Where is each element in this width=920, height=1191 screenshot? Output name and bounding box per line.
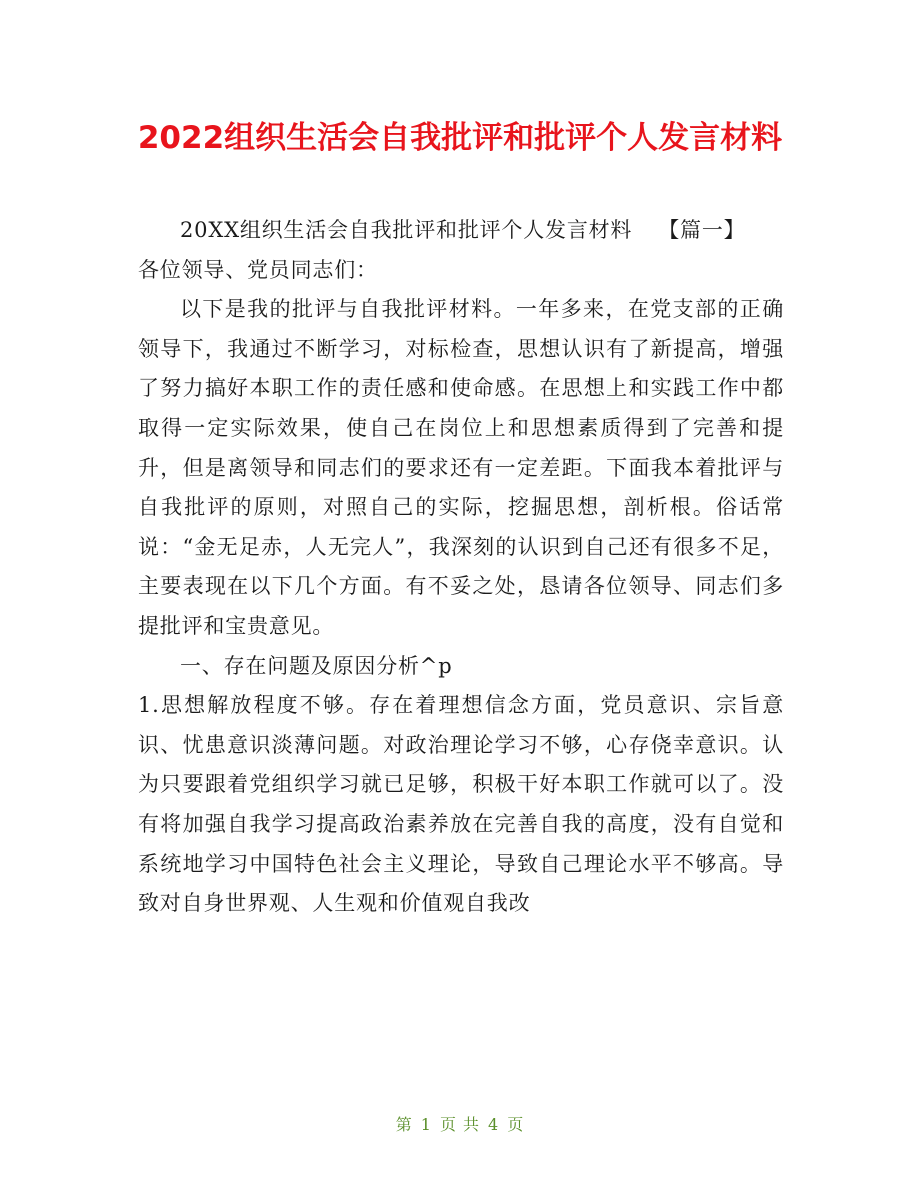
intro-heading: 20XX组织生活会自我批评和批评个人发言材料 [180,218,633,242]
total-pages: 4 [488,1115,500,1134]
page-label-mid: 页 共 [439,1115,481,1134]
page-label-prefix: 第 [395,1115,413,1134]
page-title: 2022组织生活会自我批评和批评个人发言材料 [137,120,783,156]
document-body [138,211,784,924]
part-tag: 【篇一】 [658,218,746,242]
page-label-suffix: 页 [507,1115,525,1134]
section-heading: 一、存在问题及原因分析^p [180,653,453,678]
paragraph-2: 1.思想解放程度不够。存在着理想信念方面，党员意识、宗旨意识、忧患意识淡薄问题。对政治理论学习不够，心存侥幸意识。认为只要跟着党组织学习就已足够，积极干好本职工作就可以了。没有将加强自我学习提高政治素养放在完善自我的高度，没有自觉和系统地学习中国特色社会主义理论，导致自己理论水平不够高。导致对自身世界观、人生观和价值观自我改 [138,693,784,916]
salutation: 各位领导、党员同志们： [138,257,378,282]
paragraph-1: 以下是我的批评与自我批评材料。一年多来，在党支部的正确领导下，我通过不断学习，对标检查，思想认识有了新提高，增强了努力搞好本职工作的责任感和使命感。在思想上和实践工作中都取得一定实际效果，使自己在岗位上和思想素质得到了完善和提升，但是离领导和同志们的要求还有一定差距。下面我本着批评与自我批评的原则，对照自己的实际，挖掘思想，剖析根。俗话常说：“金无足赤，人无完人”，我深刻的认识到自己还有很多不足，主要表现在以下几个方面。有不妥之处，恳请各位领导、同志们多提批评和宝贵意见。 [138,297,784,638]
current-page: 1 [420,1115,432,1134]
intro-heading-line [138,211,784,251]
page-footer [0,1112,920,1135]
